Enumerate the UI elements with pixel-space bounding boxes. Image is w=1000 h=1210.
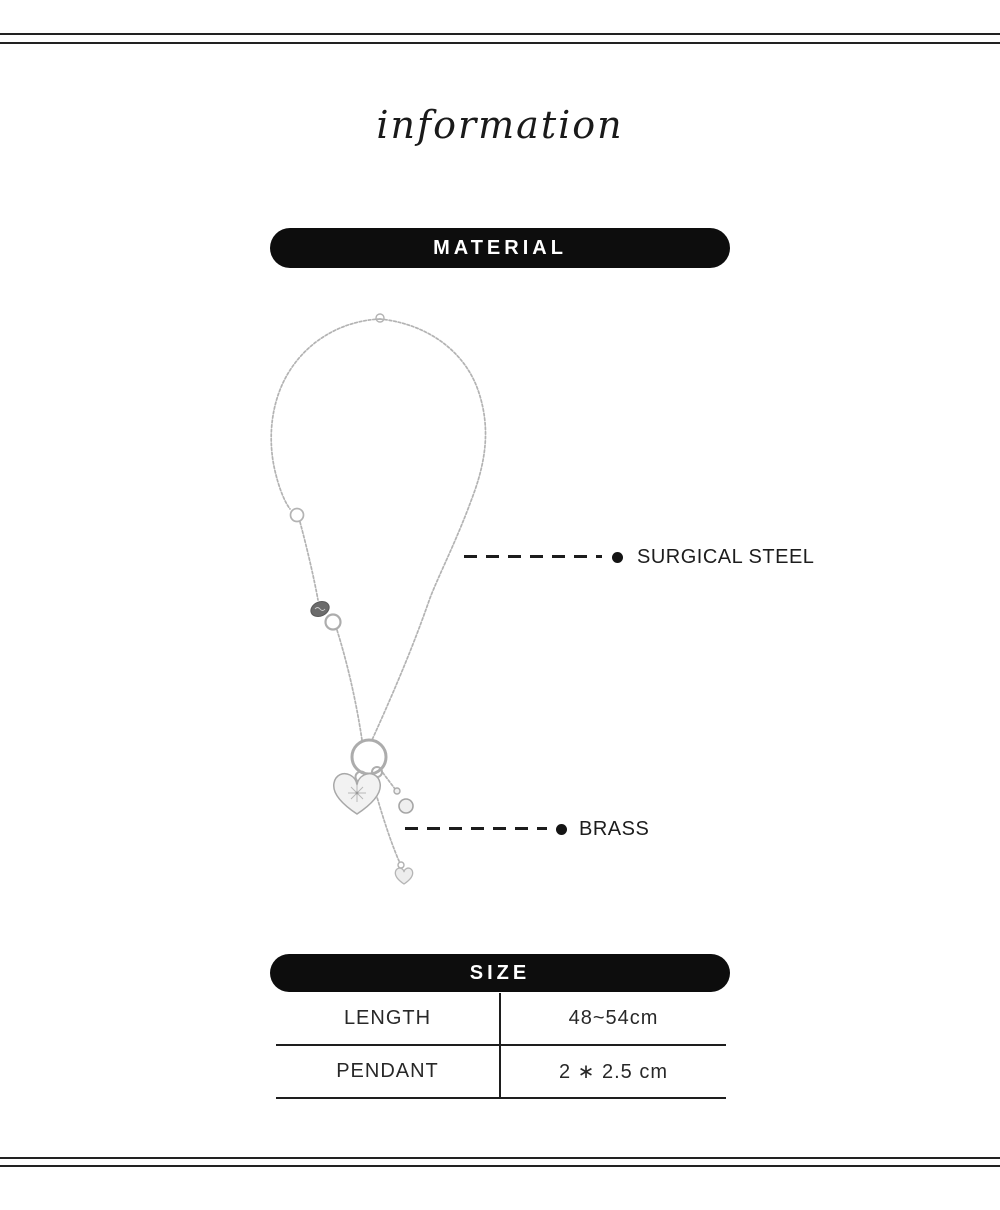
table-bottom-border — [276, 1097, 726, 1099]
brass-leader-line — [405, 827, 547, 830]
size-row-pendant-value: 2 ∗ 2.5 cm — [558, 1061, 668, 1083]
table-column-divider — [499, 993, 501, 1098]
ball-charm — [399, 799, 413, 813]
bead — [394, 788, 400, 794]
adjuster-ring — [291, 509, 304, 522]
chain-top-link — [376, 314, 384, 322]
surgical-steel-leader-line — [464, 555, 602, 558]
surgical-steel-label: SURGICAL STEEL — [637, 546, 815, 568]
surgical-steel-bullet — [612, 552, 623, 563]
page-title: information — [376, 103, 624, 147]
bottom-divider-line-1 — [0, 1157, 1000, 1159]
size-row-length-value: 48~54cm — [568, 1007, 659, 1029]
material-header-label: MATERIAL — [433, 236, 567, 259]
size-row-length-label: LENGTH — [343, 1007, 432, 1029]
size-header-label: SIZE — [469, 961, 531, 984]
clasp-ring — [326, 615, 341, 630]
size-header-pill — [270, 954, 730, 992]
brass-label: BRASS — [579, 818, 650, 840]
bottom-divider-line-2 — [0, 1165, 1000, 1167]
drop-chain-link — [398, 862, 404, 868]
mini-heart-charm — [395, 868, 412, 884]
brass-bullet — [556, 824, 567, 835]
size-row-pendant-label: PENDANT — [336, 1060, 439, 1082]
